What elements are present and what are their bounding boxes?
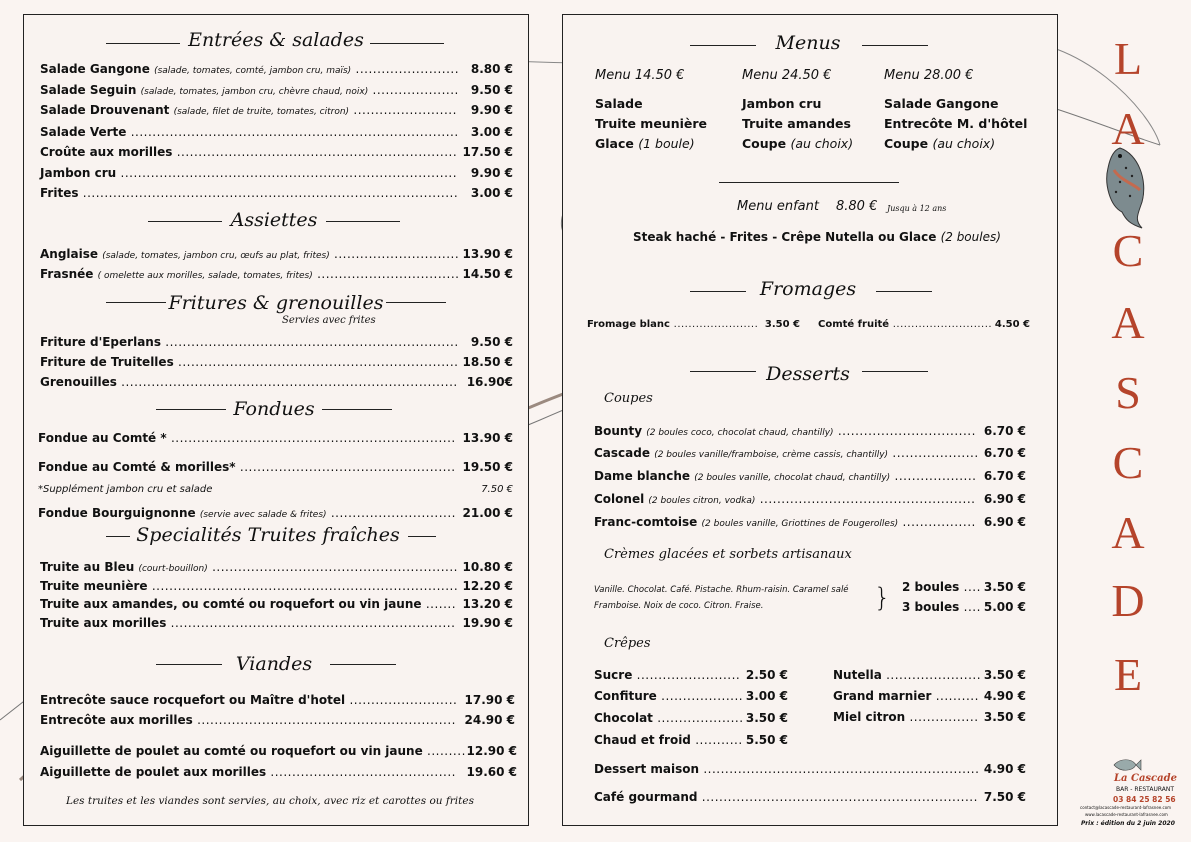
glaces-flavours-line2: Framboise. Noix de coco. Citron. Fraise.: [594, 601, 764, 611]
fondue-supplement-row: [38, 483, 212, 496]
entree-row: Salade Drouvenant (salade, filet de truite, tomates, citron) ........................: [40, 103, 457, 117]
item-name: Frites: [40, 186, 79, 200]
heading-fromages: Fromages: [759, 278, 857, 300]
menu-column-title: Menu 28.00 €: [884, 68, 974, 83]
coupe-row: Franc-comtoise (2 boules vanille, Griottines de Fougerolles) .................: [594, 515, 976, 529]
item-price: 3.00 €: [470, 125, 513, 139]
menu-column-line: Entrecôte M. d'hôtel: [884, 116, 1028, 131]
item-price: 7.50 €: [481, 484, 513, 495]
assiette-row: Frasnée ( omelette aux morilles, salade, tomates, frites) .................................: [40, 267, 460, 281]
item-price: 17.90 €: [464, 693, 515, 707]
item-name: Entrecôte aux morilles: [40, 713, 193, 727]
glace-price-row: 3 boules ....: [902, 600, 981, 614]
item-name: Nutella: [833, 668, 882, 682]
brand-letter: D: [1111, 575, 1145, 626]
item-name: Frasnée: [40, 267, 94, 281]
fondue-row: Fondue au Comté * ..................................................................: [38, 431, 456, 445]
item-name: Croûte aux morilles: [40, 145, 173, 159]
viande-row: Entrecôte aux morilles ............................................................: [40, 713, 456, 727]
item-name: Chocolat: [594, 711, 653, 725]
item-name: 3 boules: [902, 600, 960, 614]
heading-fritures: Fritures & grenouilles: [168, 292, 384, 314]
item-price: 6.90 €: [983, 492, 1026, 506]
menu-column-title: Menu 24.50 €: [742, 68, 832, 83]
item-price: 3.50 €: [983, 580, 1026, 594]
crepes-title: Crêpes: [604, 636, 651, 651]
item-price: 24.90 €: [464, 713, 515, 727]
item-price: 4.90 €: [983, 689, 1026, 703]
heading-viandes: Viandes: [235, 653, 313, 675]
item-description: (court-bouillon): [138, 564, 208, 574]
menu-column-dessert: Coupe: [884, 136, 929, 151]
brand-phone: 03 84 25 82 56: [1113, 795, 1176, 804]
item-name: Fondue au Comté *: [38, 431, 167, 445]
menu-column-line: Jambon cru: [742, 96, 822, 111]
item-price: 13.90 €: [462, 431, 513, 445]
entree-row: Jambon cru ..............................................................................: [40, 166, 458, 180]
truite-row: Truite aux amandes, ou comté ou roquefort ou vin jaune .......: [40, 597, 457, 611]
item-price: 3.50 €: [745, 711, 788, 725]
heading-menus: Menus: [775, 32, 841, 54]
truite-row: Truite aux morilles ..................................................................: [40, 616, 456, 630]
brand-letter: A: [1111, 103, 1145, 154]
item-price: 12.20 €: [462, 579, 513, 593]
item-name: Salade Gangone: [40, 62, 150, 76]
item-description: (salade, filet de truite, tomates, citron): [173, 107, 350, 117]
glaces-flavours-line1: Vanille. Chocolat. Café. Pistache. Rhum-raisin. Caramel salé: [594, 585, 849, 595]
heading-assiettes: Assiettes: [230, 209, 318, 231]
item-price: 17.50 €: [462, 145, 513, 159]
heading-fondues: Fondues: [233, 398, 315, 420]
entree-row: Salade Gangone (salade, tomates, comté, jambon cru, maïs) ........................: [40, 62, 460, 76]
item-price: 19.60 €: [466, 765, 517, 779]
viande-row: Aiguillette de poulet aux morilles ...........................................: [40, 765, 456, 779]
brace-icon: }: [874, 583, 891, 613]
fromage-row: Comté fruité ...........................: [818, 319, 993, 330]
item-name: Aiguillette de poulet aux morilles: [40, 765, 267, 779]
brand-website[interactable]: www.lacascade-restaurant-lafrasnee.com: [1085, 812, 1168, 817]
item-price: 6.90 €: [983, 515, 1026, 529]
item-name: Fondue au Comté & morilles*: [38, 460, 236, 474]
coupe-row: Bounty (2 boules coco, chocolat chaud, chantilly) ................................: [594, 424, 976, 438]
menu-column-dessert-note: (au choix): [790, 136, 854, 151]
item-name: Bounty: [594, 424, 643, 438]
entree-row: Salade Seguin (salade, tomates, jambon cru, chèvre chaud, noix) ....................: [40, 83, 459, 97]
item-price: 9.50 €: [470, 83, 513, 97]
menu-enfant-line: Steak haché - Frites - Crêpe Nutella ou Glace: [633, 230, 937, 244]
friture-row: Friture d'Eperlans ....................................................................: [40, 335, 459, 349]
item-name: Aiguillette de poulet au comté ou roquefort ou vin jaune: [40, 744, 423, 758]
entree-row: Croûte aux morilles .................................................................: [40, 145, 458, 159]
crepe-row: Chaud et froid ...........: [594, 733, 743, 747]
item-name: Chaud et froid: [594, 733, 691, 747]
item-price: 2.50 €: [745, 668, 788, 682]
item-description: (2 boules vanille, Griottines de Fougerolles): [701, 519, 899, 529]
item-price: 3.50 €: [764, 319, 800, 330]
item-name: Truite meunière: [40, 579, 148, 593]
menu-column-line: Truite meunière: [595, 116, 708, 131]
heading-desserts: Desserts: [766, 363, 850, 385]
fondue-row: Fondue Bourguignonne (servie avec salade & frites) .............................: [38, 506, 456, 520]
logo-subtitle: BAR - RESTAURANT: [1116, 786, 1175, 793]
item-name: Confiture: [594, 689, 657, 703]
item-description: (2 boules citron, vodka): [648, 496, 756, 506]
item-price: 9.90 €: [470, 103, 513, 117]
coupe-row: Colonel (2 boules citron, vodka) ..................................................: [594, 492, 976, 506]
item-price: 18.50 €: [462, 355, 513, 369]
coupe-row: Dame blanche (2 boules vanille, chocolat chaud, chantilly) ...................: [594, 469, 977, 483]
item-price: 16.90€: [466, 375, 513, 389]
friture-row: Grenouilles ..............................................................................: [40, 375, 458, 389]
item-description: (servie avec salade & frites): [199, 510, 327, 520]
fromage-row: Fromage blanc .......................: [587, 319, 759, 330]
item-price: 6.70 €: [983, 446, 1026, 460]
menu-enfant-line-note: (2 boules): [940, 230, 1001, 244]
item-name: Cascade: [594, 446, 650, 460]
item-name: Franc-comtoise: [594, 515, 698, 529]
brand-email[interactable]: contact@lacascade-restaurant-lafrasnee.com: [1080, 805, 1172, 810]
dessert-maison-row: Dessert maison ................................................................: [594, 762, 980, 776]
crepe-row: Miel citron ................: [833, 710, 979, 724]
crepe-row: Confiture ...................: [594, 689, 744, 703]
brand-letter: S: [1115, 367, 1141, 418]
coupe-row: Cascade (2 boules vanille/framboise, crème cassis, chantilly) ....................: [594, 446, 979, 460]
heading-truites: Specialités Truites fraîches: [136, 524, 400, 546]
menu-enfant-note: Jusqu à 12 ans: [887, 204, 947, 213]
crepe-row: Sucre ........................: [594, 668, 741, 682]
item-price: 4.50 €: [994, 319, 1030, 330]
menu-enfant-title: Menu enfant: [737, 199, 819, 214]
menu-enfant-price: 8.80 €: [836, 199, 878, 214]
item-name: Sucre: [594, 668, 633, 682]
fritures-subheading: Servies avec frites: [282, 315, 376, 326]
item-name: Comté fruité: [818, 319, 890, 330]
item-name: Grand marnier: [833, 689, 932, 703]
menu-column-line: [595, 136, 695, 151]
item-description: ( omelette aux morilles, salade, tomates, frites): [97, 271, 313, 281]
item-name: Fromage blanc: [587, 319, 670, 330]
item-price: 12.90 €: [466, 744, 517, 758]
brand-letter: E: [1113, 649, 1143, 700]
item-price: 10.80 €: [462, 560, 513, 574]
item-price: 6.70 €: [983, 424, 1026, 438]
price-edition-note: Prix : édition du 2 juin 2020: [1081, 820, 1175, 827]
item-description: (salade, tomates, comté, jambon cru, maïs): [154, 66, 352, 76]
menu-column-line: [742, 136, 853, 151]
item-price: 19.50 €: [462, 460, 513, 474]
item-name: Dame blanche: [594, 469, 691, 483]
item-description: (2 boules coco, chocolat chaud, chantilly): [646, 428, 834, 438]
item-description: (salade, tomates, jambon cru, œufs au plat, frites): [102, 251, 330, 261]
truite-row: Truite meunière .......................................................................: [40, 579, 459, 593]
item-description: (2 boules vanille/framboise, crème cassis, chantilly): [654, 450, 889, 460]
friture-row: Friture de Truitelles .................................................................: [40, 355, 459, 369]
crepe-row: Grand marnier ..........: [833, 689, 979, 703]
item-name: Colonel: [594, 492, 645, 506]
item-name: Fondue Bourguignonne: [38, 506, 196, 520]
item-price: 3.50 €: [983, 710, 1026, 724]
item-price: 9.50 €: [470, 335, 513, 349]
heading-entrees: Entrées & salades: [188, 29, 364, 51]
crepe-row: Chocolat ....................: [594, 711, 744, 725]
item-description: (salade, tomates, jambon cru, chèvre chaud, noix): [140, 87, 369, 97]
item-name: Truite au Bleu: [40, 560, 135, 574]
brand-letter: A: [1111, 297, 1145, 348]
item-name: Truite aux morilles: [40, 616, 167, 630]
item-name: *Supplément jambon cru et salade: [38, 484, 213, 495]
item-price: 9.90 €: [470, 166, 513, 180]
brand-letter: C: [1112, 437, 1144, 488]
menu-column-dessert-note: (au choix): [932, 136, 996, 151]
menu-column-dessert: Glace: [595, 136, 634, 151]
menu-column-line: Truite amandes: [742, 116, 851, 131]
item-name: Entrecôte sauce rocquefort ou Maître d'hotel: [40, 693, 346, 707]
truite-row: Truite au Bleu (court-bouillon) .........................................................: [40, 560, 458, 574]
item-name: Salade Verte: [40, 125, 127, 139]
item-price: 5.50 €: [745, 733, 788, 747]
glaces-title: Crèmes glacées et sorbets artisanaux: [604, 547, 852, 562]
logo-name: La Cascade: [1114, 773, 1177, 784]
brand-letter: A: [1111, 507, 1145, 558]
item-description: (2 boules vanille, chocolat chaud, chantilly): [694, 473, 891, 483]
cafe-gourmand-row: Café gourmand ................................................................: [594, 790, 978, 804]
entree-row: Frites .......................................................................................: [40, 186, 459, 200]
item-name: Grenouilles: [40, 375, 117, 389]
logo-fish-icon: [1112, 756, 1142, 774]
left-footer-note: Les truites et les viandes sont servies, au choix, avec riz et carottes ou frites: [66, 795, 474, 807]
item-name: Dessert maison: [594, 762, 699, 776]
item-name: Truite aux amandes, ou comté ou roquefort ou vin jaune: [40, 597, 422, 611]
item-price: 3.00 €: [470, 186, 513, 200]
item-name: Friture de Truitelles: [40, 355, 174, 369]
viande-row: Aiguillette de poulet au comté ou roquefort ou vin jaune .........: [40, 744, 466, 758]
item-price: 19.90 €: [462, 616, 513, 630]
menu-column-line: Salade Gangone: [884, 96, 999, 111]
item-price: 14.50 €: [462, 267, 513, 281]
menu-column-line: [884, 136, 995, 151]
item-price: 21.00 €: [462, 506, 513, 520]
item-price: 3.00 €: [745, 689, 788, 703]
menu-column-line: Salade: [595, 96, 643, 111]
item-price: 13.90 €: [462, 247, 513, 261]
item-price: 13.20 €: [462, 597, 513, 611]
menu-column-dessert-note: (1 boule): [638, 136, 695, 151]
item-name: Friture d'Eperlans: [40, 335, 161, 349]
viande-row: Entrecôte sauce rocquefort ou Maître d'hotel .........................: [40, 693, 458, 707]
coupes-title: Coupes: [604, 391, 653, 406]
item-price: 4.90 €: [983, 762, 1026, 776]
glace-price-row: 2 boules ....: [902, 580, 981, 594]
item-name: Jambon cru: [40, 166, 117, 180]
fondue-row: Fondue au Comté & morilles* ..................................................: [38, 460, 456, 474]
entree-row: Salade Verte ............................................................................: [40, 125, 459, 139]
item-price: 6.70 €: [983, 469, 1026, 483]
item-name: Salade Seguin: [40, 83, 137, 97]
crepe-row: Nutella ......................: [833, 668, 982, 682]
item-name: 2 boules: [902, 580, 960, 594]
item-name: Anglaise: [40, 247, 99, 261]
menu-column-dessert: Coupe: [742, 136, 787, 151]
item-price: 5.00 €: [983, 600, 1026, 614]
item-price: 8.80 €: [470, 62, 513, 76]
item-price: 3.50 €: [983, 668, 1026, 682]
item-name: Miel citron: [833, 710, 906, 724]
assiette-row: Anglaise (salade, tomates, jambon cru, œufs au plat, frites) .............................: [40, 247, 460, 261]
brand-letter: C: [1112, 225, 1144, 276]
item-name: Salade Drouvenant: [40, 103, 170, 117]
menu-column-title: Menu 14.50 €: [595, 68, 685, 83]
brand-letter: L: [1113, 33, 1143, 84]
item-name: Café gourmand: [594, 790, 698, 804]
item-price: 7.50 €: [983, 790, 1026, 804]
